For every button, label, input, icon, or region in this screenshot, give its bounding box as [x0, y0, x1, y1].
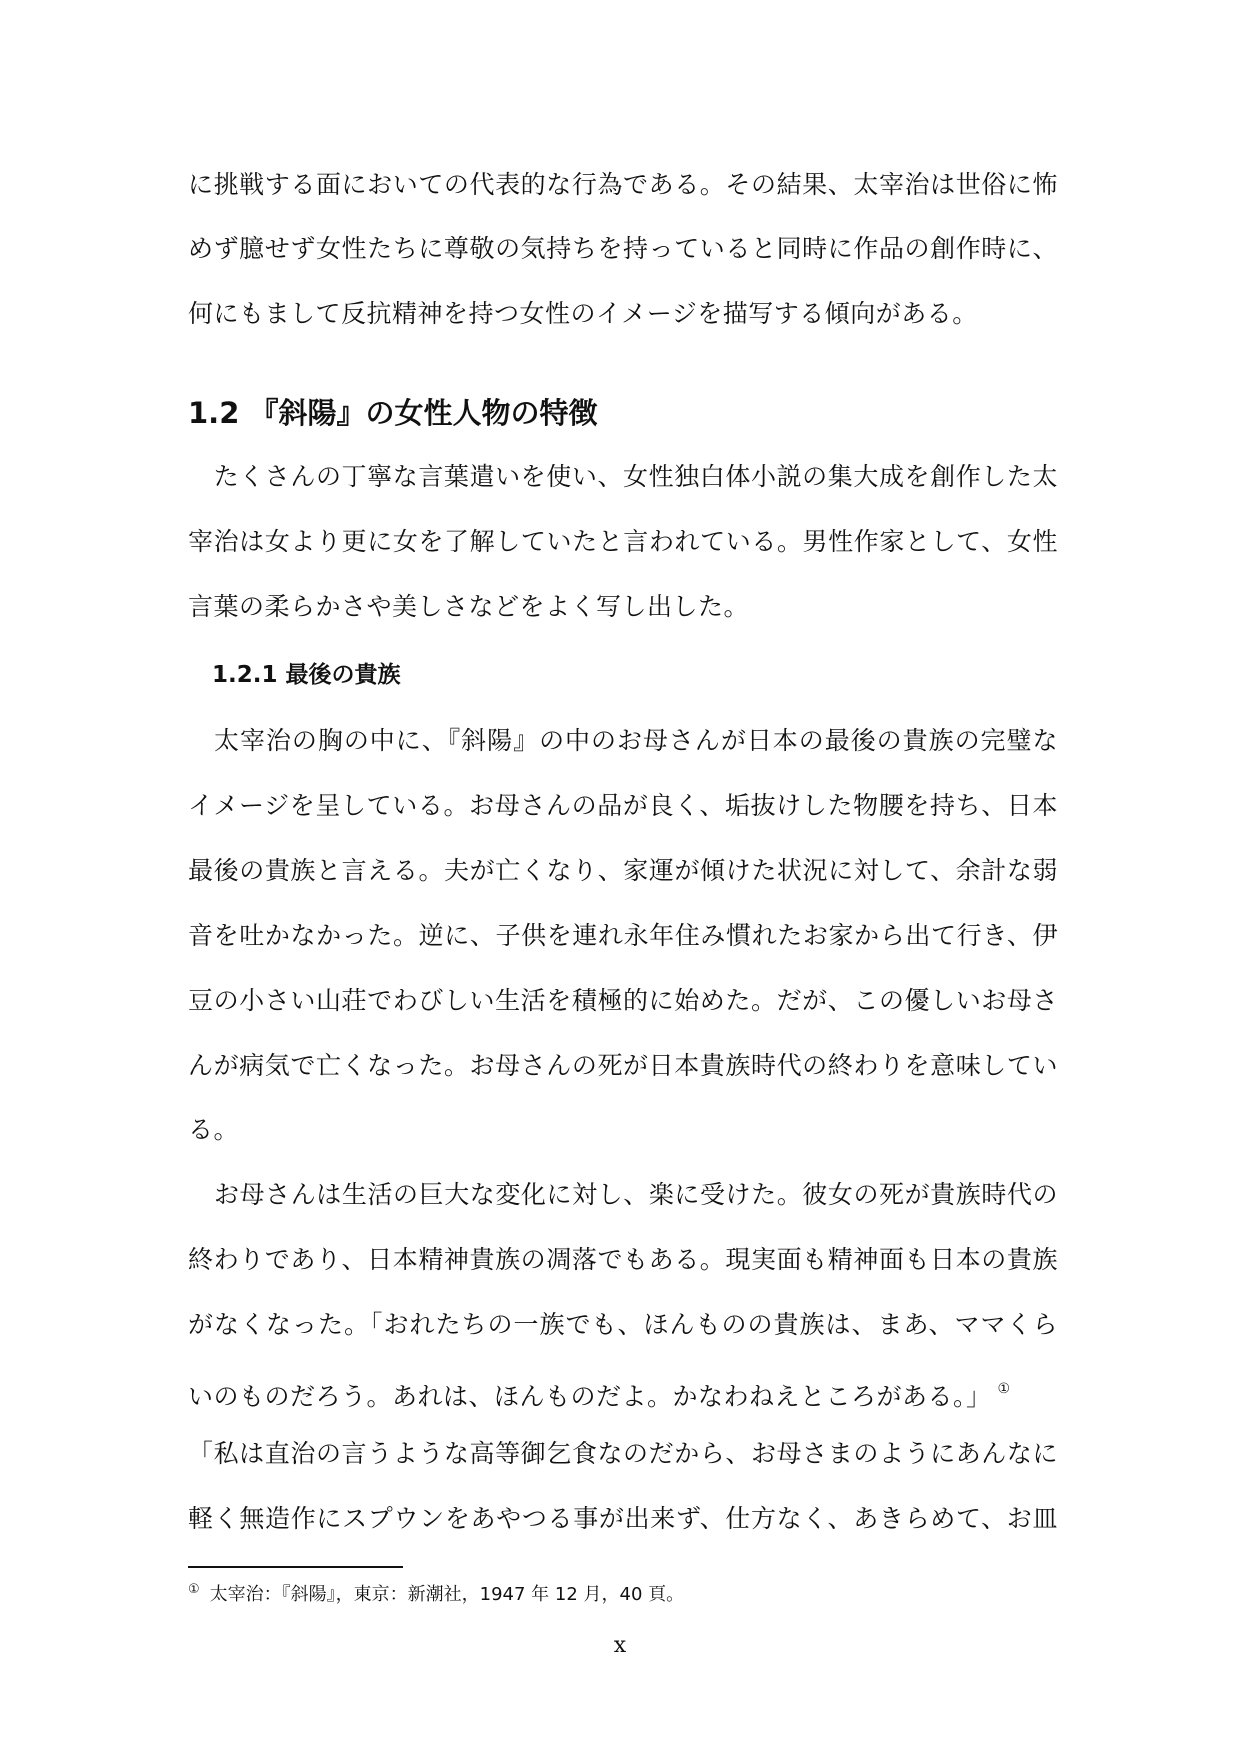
page-number: x [613, 1633, 627, 1658]
body-text-line: たくさんの丁寧な言葉遣いを使い、女性独白体小説の集大成を創作した太 [188, 462, 1058, 491]
body-text-line: 言葉の柔らかさや美しさなどをよく写し出した。 [188, 592, 750, 621]
footnote-reference[interactable]: ① [997, 1381, 1011, 1397]
footnote-mark: ① [188, 1582, 200, 1597]
footnote-text: 太宰治：『斜陽』，東京：新潮社，1947 年 12 月，40 頁。 [209, 1584, 685, 1605]
body-text-line: る。 [188, 1115, 240, 1144]
body-text-line: 軽く無造作にスプウンをあやつる事が出来ず、仕方なく、あきらめて、お皿 [188, 1504, 1058, 1533]
body-text-line: 音を吐かなかった。逆に、子供を連れ永年住み慣れたお家から出て行き、伊 [188, 921, 1058, 950]
body-text-line: めず臆せず女性たちに尊敬の気持ちを持っていると同時に作品の創作時に、 [188, 234, 1058, 263]
subsection-heading: 1.2.1 最後の貴族 [212, 662, 401, 688]
body-text-line: 何にもまして反抗精神を持つ女性のイメージを描写する傾向がある。 [188, 299, 978, 328]
body-text-line: んが病気で亡くなった。お母さんの死が日本貴族時代の終わりを意味してい [188, 1051, 1058, 1080]
section-heading: 1.2 『斜陽』の女性人物の特徴 [188, 396, 598, 430]
body-text-line: 宰治は女より更に女を了解していたと言われている。男性作家として、女性 [188, 527, 1058, 556]
body-text-line: がなくなった。「おれたちの一族でも、ほんものの貴族は、まあ、ママくら [188, 1310, 1058, 1339]
body-text-line: 豆の小さい山荘でわびしい生活を積極的に始めた。だが、この優しいお母さ [188, 986, 1058, 1015]
footnote-separator [188, 1566, 403, 1568]
body-text-line: 「私は直治の言うような高等御乞食なのだから、お母さまのようにあんなに [188, 1439, 1058, 1468]
quote-text: いのものだろう。あれは、ほんものだよ。かなわねえところがある。」 [188, 1382, 992, 1411]
body-text-line: に挑戦する面においての代表的な行為である。その結果、太宰治は世俗に怖 [188, 170, 1058, 199]
footnote [188, 1578, 684, 1607]
body-text-line: 太宰治の胸の中に、『斜陽』の中のお母さんが日本の最後の貴族の完璧な [214, 726, 1058, 755]
body-text-line: お母さんは生活の巨大な変化に対し、楽に受けた。彼女の死が貴族時代の [214, 1180, 1058, 1209]
body-text-line: イメージを呈している。お母さんの品が良く、垢抜けした物腰を持ち、日本 [188, 791, 1058, 820]
body-text-line: 最後の貴族と言える。夫が亡くなり、家運が傾けた状況に対して、余計な弱 [188, 856, 1058, 885]
body-text-line: 終わりであり、日本精神貴族の凋落でもある。現実面も精神面も日本の貴族 [188, 1245, 1058, 1274]
body-text-line-with-footnote [188, 1373, 1058, 1413]
